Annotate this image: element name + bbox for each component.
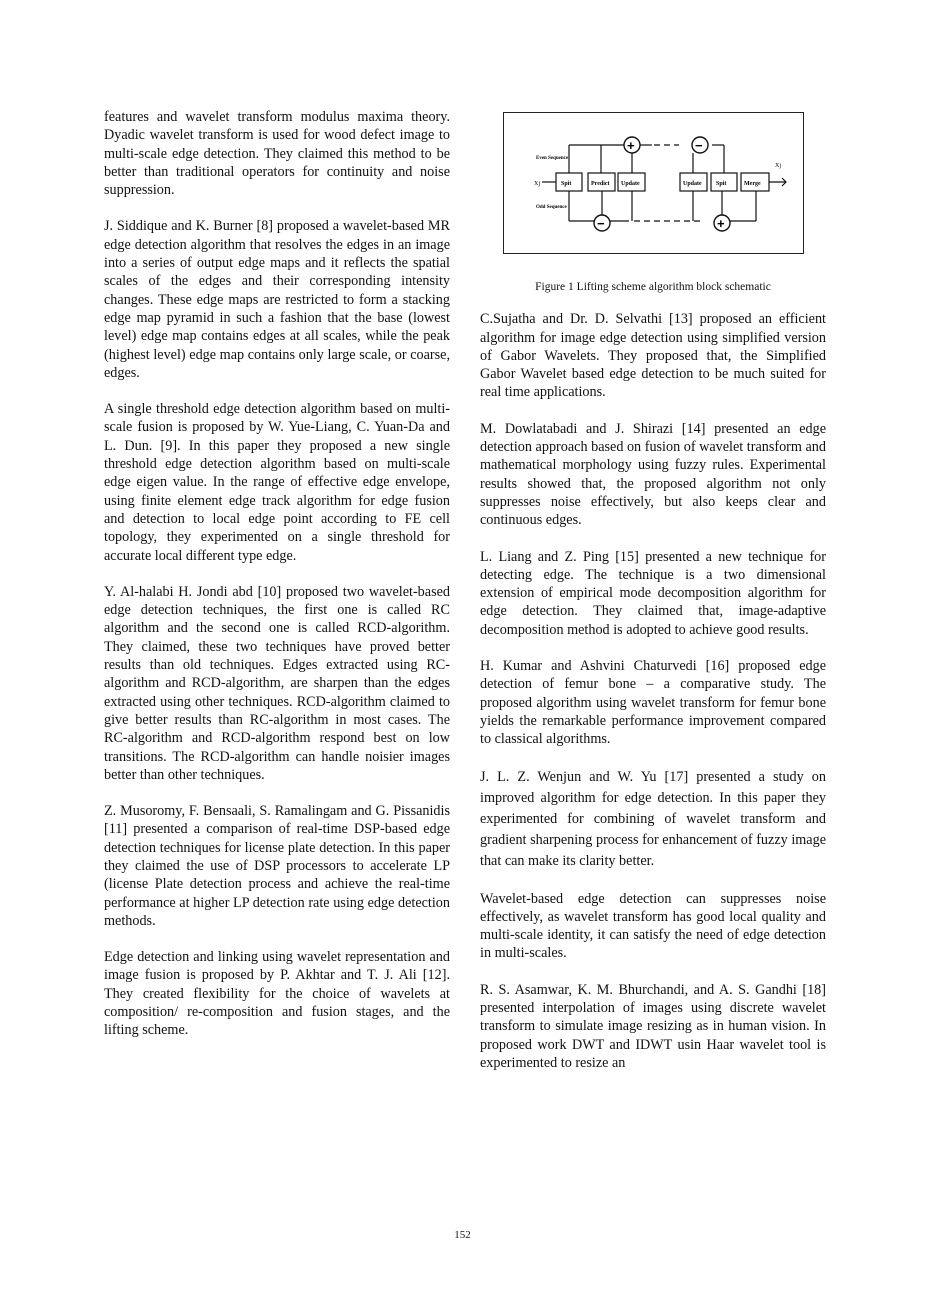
update-label-2: Update xyxy=(683,181,702,187)
minus-sign: − xyxy=(597,216,605,231)
paragraph: Edge detection and linking using wavelet representation and image fusion is proposed by P. Akhtar and T. J. Ali [12]. They created flexibility for the choice of wavelets at composition/ re-composition and fusion stages, and the lifting scheme. xyxy=(104,949,450,1039)
even-sequence-label: Even Sequence xyxy=(536,156,569,161)
odd-sequence-label: Odd Sequence xyxy=(536,205,567,210)
paragraph: Y. Al-halabi H. Jondi abd [10] proposed two wavelet-based edge detection techniques, the first one is called RC algorithm and the second one is called RCD-algorithm. They claimed, these two techniques have proved better results than old techniques. Edges extracted using RC-algorithm and RCD-algorithm, are sharpen than the edges extracted using other techniques. RCD-algorithm claimed to give better results than RC-algorithm in most cases. The RC-algorithm and RCD-algorithm respond best on low transitions. The RCD-algorithm can handle noisier images better than other techniques. xyxy=(104,583,450,783)
paragraph: A single threshold edge detection algorithm based on multi-scale fusion is proposed by W. Yue-Liang, C. Yuan-Da and L. Dun. [9]. In this paper they proposed a new single threshold edge detection algorithm based on multi-scale edge eigen value. In the range of effective edge envelope, using finite element edge track algorithm for edge fusion and detection to local edge point according to FE cell topology, they experimented on a single threshold for accurate local different type edge. xyxy=(104,401,450,564)
output-label: Xj xyxy=(775,163,781,169)
update-label: Update xyxy=(621,181,640,187)
paragraph: Wavelet-based edge detection can suppresses noise effectively, as wavelet transform has good local quality and multi-scale identity, it can satisfy the need of edge detection in multi-scales. xyxy=(480,890,826,962)
paragraph: J. L. Z. Wenjun and W. Yu [17] presented a study on improved algorithm for edge detection. In this paper they experimented for combining of wavelet transform and gradient sharpening process for enhancement of fuzzy image that can make its clarity better. xyxy=(480,768,826,869)
plus-sign: + xyxy=(627,138,635,153)
right-column xyxy=(480,108,826,1090)
split-label: Spit xyxy=(561,181,572,187)
paragraph: H. Kumar and Ashvini Chaturvedi [16] proposed edge detection of femur bone – a comparative study. The proposed algorithm using wavelet transform for femur bone yields the remarkable performance improvement compared to classical algorithms. xyxy=(480,658,826,748)
minus-sign: − xyxy=(695,138,703,153)
paragraph: J. Siddique and K. Burner [8] proposed a wavelet-based MR edge detection algorithm that resolves the edges in an image into a series of output edge maps and it reflects the spatial scales of the edges and their corresponding intensity changes. These edge maps are restricted to form a stacking edge map pyramid in such a fashion that the base (lowest level) edge map contains edges at all scales, while the peak (highest level) edge map contains only large scale, or coarse, edges. xyxy=(104,218,450,381)
paragraph: L. Liang and Z. Ping [15] presented a new technique for detecting edge. The technique is a two dimensional extension of empirical mode decomposition algorithm for edge detection. They claimed that, image-adaptive decomposition method is adopted to achieve good results. xyxy=(480,548,826,638)
merge-label: Merge xyxy=(744,181,761,187)
left-column xyxy=(104,108,450,1058)
plus-sign: + xyxy=(717,216,725,231)
input-label: Xj xyxy=(534,181,540,187)
page-number: 152 xyxy=(454,1229,471,1241)
paragraph: C.Sujatha and Dr. D. Selvathi [13] proposed an efficient algorithm for image edge detection using simplified version of Gabor Wavelets. They proposed that, the Simplified Gabor Wavelet based edge detection to be much suited for real time applications. xyxy=(480,311,826,401)
predict-label: Predict xyxy=(591,181,610,187)
paragraph: features and wavelet transform modulus maxima theory. Dyadic wavelet transform is used for wood defect image to multi-scale edge detection. They claimed this method to be better than traditional operators for continuity and noise suppression. xyxy=(104,109,450,199)
paragraph: M. Dowlatabadi and J. Shirazi [14] presented an edge detection approach based on fusion of wavelet transform and mathematical morphology using fuzzy rules. Experimental results showed that, the proposed algorithm not only suppresses noise effectively, but also keeps clear and continuous edges. xyxy=(480,420,826,529)
lifting-scheme-figure xyxy=(503,112,804,254)
paragraph: Z. Musoromy, F. Bensaali, S. Ramalingam and G. Pissanidis [11] presented a comparison of real-time DSP-based edge detection techniques for license plate detection. In this paper they claimed the use of DSP processors to accelerate LP (license Plate detection process and achieve the real-time performance at higher LP detection rate using edge detection methods. xyxy=(104,803,450,929)
figure-caption: Figure 1 Lifting scheme algorithm block schematic xyxy=(535,281,771,293)
split-label-2: Spit xyxy=(716,181,727,187)
paragraph: R. S. Asamwar, K. M. Bhurchandi, and A. S. Gandhi [18] presented interpolation of images using discrete wavelet transform to simulate image resizing as in human vision. In proposed work DWT and IDWT usin Haar wavelet tool is experimented to resize an xyxy=(480,981,826,1071)
